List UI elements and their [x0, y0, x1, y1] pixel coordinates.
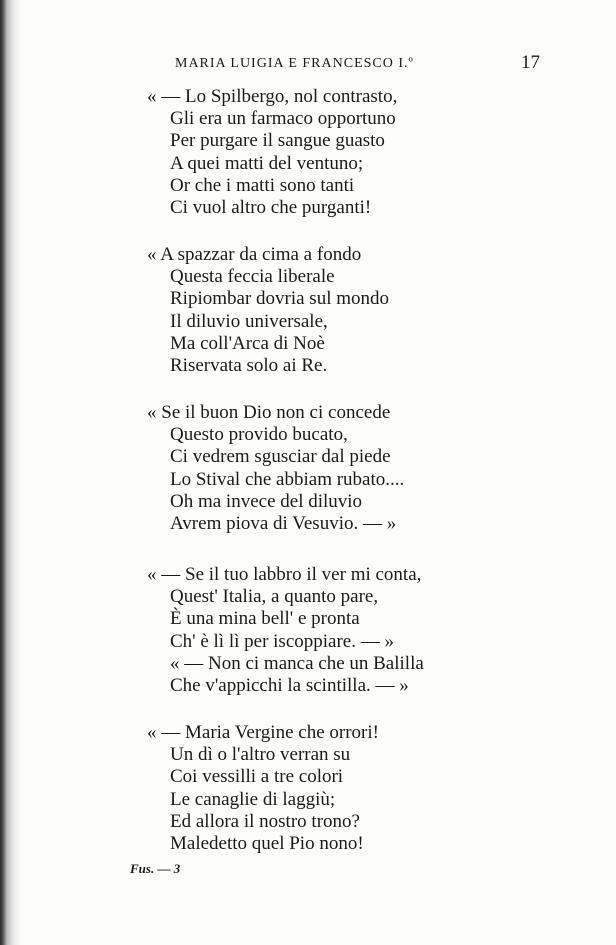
- verse-line: « — Lo Spilbergo, nol contrasto,: [147, 86, 398, 107]
- verse-line: Che v'appicchi la scintilla. — »: [170, 674, 409, 696]
- verse-line: Gli era un farmaco opportuno: [170, 108, 396, 130]
- verse-line: Ripiombar dovria sul mondo: [170, 288, 390, 310]
- stanza-2: [147, 244, 587, 377]
- printer-signature: Fus. — 3: [130, 861, 181, 876]
- verse-line: È una mina bell' e pronta: [170, 608, 360, 630]
- page-number: 17: [521, 52, 540, 73]
- running-title: MARIA LUIGIA E FRANCESCO I.º: [175, 56, 414, 71]
- verse-line: Il diluvio universale,: [170, 310, 328, 332]
- verse-line: « — Se il tuo labbro il ver mi conta,: [147, 564, 422, 585]
- verse-line: Oh ma invece del diluvio: [170, 490, 363, 512]
- verse-line: Ci vuol altro che purganti!: [170, 196, 372, 218]
- stanza-3: [147, 402, 587, 535]
- verse-line: Avrem piova di Vesuvio. — »: [170, 512, 397, 534]
- verse-line: Ed allora il nostro trono?: [170, 810, 360, 832]
- verse-line: Ci vedrem sgusciar dal piede: [170, 446, 391, 468]
- verse-line: Maledetto quel Pio nono!: [170, 832, 364, 854]
- page-header: [175, 52, 545, 80]
- verse-line: Questo provido bucato,: [170, 424, 348, 446]
- verse-line: Coi vessilli a tre colori: [170, 766, 344, 788]
- stanza-5: [147, 722, 587, 855]
- verse-line: A quei matti del ventuno;: [170, 152, 364, 174]
- verse-line: Or che i matti sono tanti: [170, 174, 355, 196]
- stanza-1: [147, 86, 587, 219]
- verse-line: Riservata solo ai Re.: [170, 354, 328, 376]
- verse-line: Ma coll'Arca di Noè: [170, 332, 325, 354]
- verse-line: « A spazzar da cima a fondo: [147, 244, 362, 265]
- verse-line: « Se il buon Dio non ci concede: [147, 402, 391, 423]
- verse-line: Per purgare il sangue guasto: [170, 130, 385, 152]
- verse-line: Lo Stival che abbiam rubato....: [170, 468, 405, 490]
- verse-line: Un dì o l'altro verran su: [170, 744, 351, 766]
- binding-edge: [0, 0, 22, 945]
- verse-line: Ch' è lì lì per iscoppiare. — »: [170, 630, 394, 652]
- stanza-4: [147, 564, 587, 697]
- verse-line: « — Non ci manca che un Balilla: [170, 652, 424, 674]
- verse-line: Questa feccia liberale: [170, 266, 335, 288]
- verse-line: Quest' Italia, a quanto pare,: [170, 586, 379, 608]
- verse-line: « — Maria Vergine che orrori!: [147, 722, 379, 743]
- verse-line: Le canaglie di laggiù;: [170, 788, 336, 810]
